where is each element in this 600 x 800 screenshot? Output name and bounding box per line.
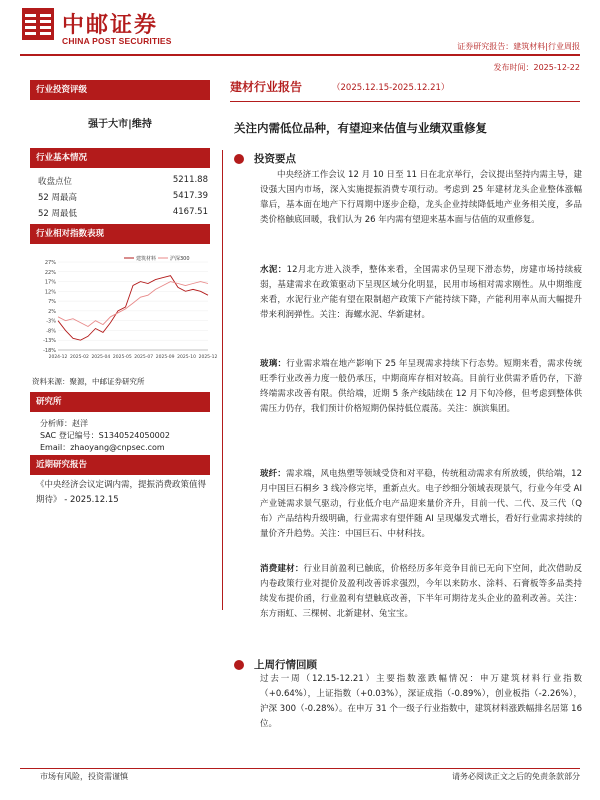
glass-label: 玻璃： [260, 359, 287, 369]
info-value: 4167.51 [172, 207, 208, 217]
y-tick-label: 12% [44, 289, 56, 296]
y-tick-label: -3% [46, 318, 56, 325]
research-heading: 研究所 [30, 392, 210, 412]
x-tick-label: 2025-05 [112, 355, 132, 360]
glass-paragraph [260, 357, 582, 417]
x-tick-label: 2025-10 [177, 355, 196, 360]
y-tick-label: 2% [48, 308, 56, 315]
chart-heading: 行业相对指数表现 [30, 224, 210, 244]
x-tick-label: 2025-07 [134, 355, 154, 360]
publish-date: 发布时间：2025-12-22 [493, 63, 580, 72]
analyst-name: 分析师：赵洋 [40, 419, 88, 428]
x-tick-label: 2025-09 [155, 355, 175, 360]
relative-index-chart [32, 252, 218, 370]
recent-report-link[interactable]: 《中央经济会议定调内需，提振消费政策值得期待》 - 2025.12.15 [36, 480, 207, 505]
info-value: 5417.39 [172, 191, 208, 201]
chart-svg [32, 252, 218, 370]
bullet-dot-icon [234, 660, 244, 670]
analyst-email[interactable]: Email：zhaoyang@cnpsec.com [40, 443, 165, 452]
series-line-1 [58, 282, 208, 327]
company-logo [22, 6, 222, 46]
x-tick-label: 2025-02 [70, 355, 89, 360]
logo-mark-icon [22, 8, 54, 40]
y-tick-label: 7% [48, 299, 56, 306]
column-divider [222, 150, 223, 610]
key-points-paragraph: 中央经济工作会议 12 月 10 日至 11 日在北京举行，会议提出坚持内需主导，建设强大国内市场，深入实施提振消费专项行动。考虑到 25 年建材龙头企业整体涨幅靠后，基本面在地产下行周期中逐步企稳，龙头企业持续降低地产业务相关度，多品类价格触底回暖，我们认为 26 年内需有望迎来基本面与估值的双重修复。 [260, 170, 582, 225]
risk-notice: 市场有风险，投资需谨慎 [40, 772, 128, 781]
main-title: 关注内需低位品种，有望迎来估值与业绩双重修复 [234, 121, 487, 135]
industry-rating: 强于大市|维持 [88, 119, 152, 130]
fiberglass-text: 需求端，风电热塑等领域受贷和对平稳，传统租动需求有所放缓，供给端，12 月中国巨石桐乡 3 线冷修完毕，重新点火。电子纱细分领域表现景气，行业今年受 AI 产业链需求景气驱动，行业低介电产品迎来量价齐升，目前一代、二代、及三代（Q 布）产品结构升级明确，行业需求有望伴随 AI 呈现爆发式增长，看好行业需求持续的量价齐升趋势。关注：中国巨石、中材科技。 [260, 469, 582, 539]
footer-divider [20, 768, 580, 769]
rating-heading: 行业投资评级 [30, 80, 210, 100]
breadcrumb: 证券研究报告：建筑材料|行业周报 [457, 42, 580, 51]
key-points-heading [234, 151, 296, 166]
report-type-title: 建材行业报告 [230, 80, 303, 94]
cement-text: 12月北方进入淡季，整体来看，全国需求仍呈现下滑态势，房建市场持续疲弱，基建需求在政策驱动下呈现区域分化明显，民用市场相对需求刚性。从中期维度来看，水泥行业产能有望在限制超产政策下产能持续下降，产能利用率从而大幅提升带来利润弹性。关注：海螺水泥、华新建材。 [260, 265, 582, 320]
y-tick-label: 27% [44, 260, 56, 266]
info-value: 5211.88 [172, 175, 208, 185]
weekly-review-heading [234, 657, 317, 672]
glass-text: 行业需求端在地产影响下 25 年呈现需求持续下行态势。短期来看，需求传统旺季行业改善力度一般仍承压，中期商库存相对较高。目前行业供需矛盾仍存，下游终端需求改善有限。供给端，近期 5 条产线陆续在 12 月下旬冷修，但考虑到整体供需压力仍存，我们预计价格短期仍保持低位震荡。关注：旗滨集团。 [260, 359, 582, 414]
x-tick-label: 2024-12 [48, 355, 68, 360]
info-label: 52 周最高 [38, 193, 78, 203]
analyst-sac: SAC 登记编号：S1340524050002 [40, 431, 170, 440]
logo-text-cn: 中邮证券 [62, 12, 159, 38]
key-points-title: 投资要点 [254, 153, 296, 165]
info-label: 收盘点位 [38, 177, 73, 187]
info-row-low [38, 207, 208, 221]
y-tick-label: 17% [44, 279, 56, 286]
disclaimer-notice: 请务必阅读正文之后的免责条款部分 [452, 772, 580, 781]
legend-label: 沪深300 [170, 256, 190, 262]
recent-reports-heading: 近期研究报告 [30, 455, 210, 475]
fiberglass-paragraph [260, 467, 582, 542]
info-label: 52 周最低 [38, 209, 78, 219]
legend-label: 建筑材料 [136, 256, 157, 262]
chart-source: 资料来源：聚源，中邮证券研究所 [32, 377, 145, 386]
consumer-building-label: 消费建材： [260, 564, 304, 574]
basic-info-heading: 行业基本情况 [30, 148, 210, 168]
x-tick-label: 2025-04 [91, 355, 111, 360]
header-divider [20, 54, 580, 56]
fiberglass-label: 玻纤： [260, 469, 286, 479]
cement-label: 水泥： [260, 265, 287, 275]
logo-text-en: CHINA POST SECURITIES [62, 36, 172, 46]
x-tick-label: 2025-12 [198, 355, 218, 360]
y-tick-label: -8% [46, 328, 56, 335]
weekly-review-paragraph: 过去一周（12.15-12.21）主要指数涨跌幅情况：申万建筑材料行业指数（+0.64%），上证指数（+0.03%），深证成指（-0.89%），创业板指（-2.26%），沪深 300（-0.28%）。在申万 31 个一级子行业指数中，建筑材料涨跌幅排名居第 16 位。 [260, 674, 582, 729]
title-underline [230, 101, 580, 102]
consumer-building-paragraph [260, 562, 582, 622]
info-row-high [38, 191, 208, 205]
report-date-range: （2025.12.15-2025.12.21） [332, 83, 450, 93]
y-tick-label: -18% [43, 348, 56, 354]
weekly-review-title: 上周行情回顾 [254, 659, 317, 671]
bullet-dot-icon [234, 154, 244, 164]
consumer-building-text: 行业目前盈利已触底，价格经历多年竞争目前已无向下空间，此次借助反内卷政策行业对提价及盈利改善诉求强烈，今年以来防水、涂料、石膏板等多品类持续发布提价函，行业盈利有望触底改善，下半年可期待龙头企业的盈利改善。关注：东方雨虹、三棵树、北新建材、兔宝宝。 [260, 564, 582, 619]
y-tick-label: -13% [43, 338, 56, 345]
cement-paragraph [260, 263, 582, 323]
y-tick-label: 22% [44, 269, 56, 276]
info-row-close [38, 175, 208, 189]
